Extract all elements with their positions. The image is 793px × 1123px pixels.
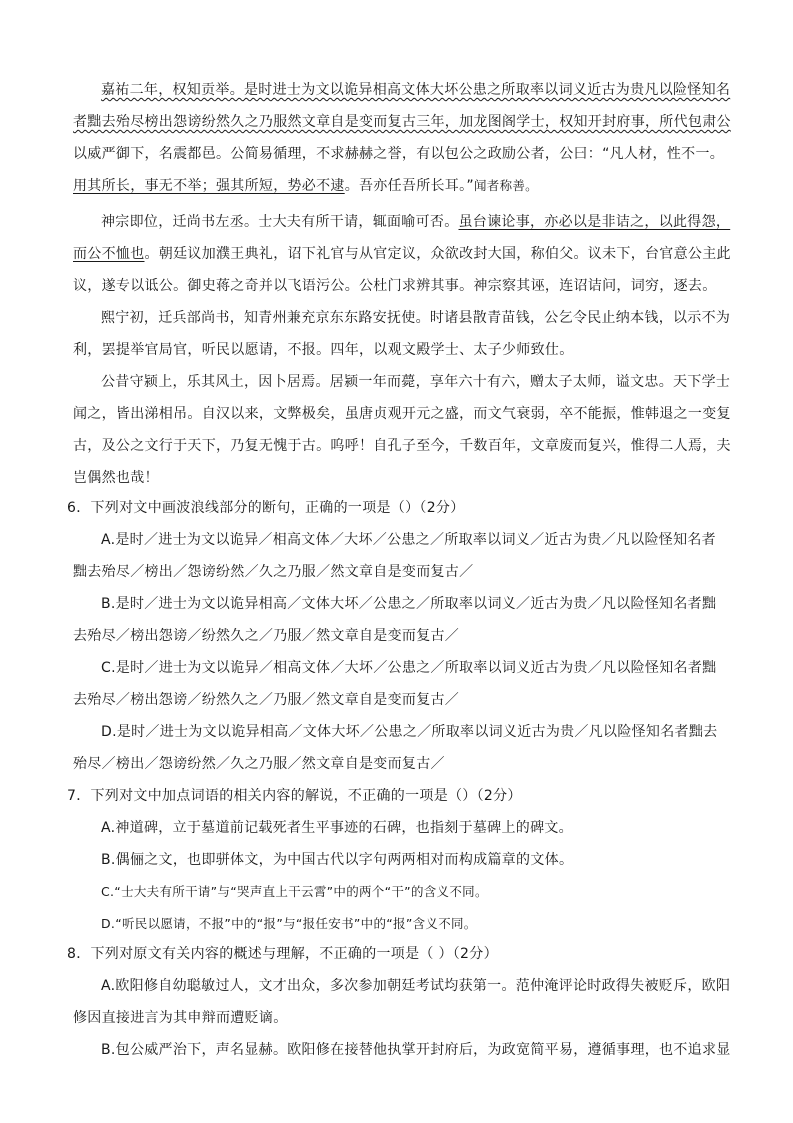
passage-line: 古，及公之文行于天下，乃复无愧于古。呜呼！自孔子至今，千数百年，文章废而复兴，惟得二人焉，夫 [73,438,731,454]
question-6-stem: 6．下列对文中画波浪线部分的断句，正确的一项是（）（2分） [67,500,465,516]
underlined-text: 虽台谏论事，亦必以是非诘之，以此得怨， [458,214,731,230]
passage-line: 熙宁初，迁兵部尚书，知青州兼充京东东路安抚使。时诸县散青苗钱，公乞令民止纳本钱，以示不为 [101,310,731,326]
question-6-option-d: D.是时／进士为文以诡异相高／文体大坏／公患之／所取率以词义近古为贵／凡以险怪知名者黜去 [101,724,718,740]
passage-line [73,112,731,132]
passage-text: 神宗即位，迁尚书左丞。士大夫有所干请，辄面喻可否。 [101,214,459,230]
passage-line: 议，遂专以诋公。御史蒋之奇并以飞语污公。公杜门求辨其事。神宗察其诬，连诏诘问，词穷，逐去。 [73,278,717,294]
question-6-option-b: B.是时／进士为文以诡异相高／文体大坏／公患之／所取率以词义／近古为贵／凡以险怪知名者黜 [101,596,717,612]
question-7-option-a: A.神道碑，立于墓道前记载死者生平事迹的石碑，也指刻于墓碑上的碑文。 [101,820,573,836]
question-7-stem: 7．下列对文中加点词语的相关内容的解说，不正确的一项是（）（2分） [67,788,522,804]
passage-text: 。朝廷议加濮王典礼，诏下礼官与从官定议，众欲改封大国，称伯父。议未下，台官意公主此 [144,246,731,262]
question-6-option-a: A.是时／进士为文以诡异／相高文体／大坏／公患之／所取率以词义／近古为贵／凡以险怪知名者 [101,532,716,548]
passage-line [101,212,730,232]
passage-line [101,80,730,100]
question-7-option-b: B.偶俪之文，也即骈体文，为中国古代以字句两两相对而构成篇章的文体。 [101,852,574,868]
underlined-text: 用其所长，事无不举；强其所短，势必不逮 [73,178,345,194]
passage-line: 闻之，皆出涕相吊。自汉以来，文弊极矣，虽唐贞观开元之盛，而文气衰弱，卒不能振，惟韩退之一变复 [73,406,731,422]
question-8-option-a-cont: 修因直接进言为其申辩而遭贬谪。 [73,1010,288,1026]
passage-line: 公昔守颍上，乐其风土，因卜居焉。居颍一年而薨，享年六十有六，赠太子太师，谥文忠。天下学士 [101,374,731,390]
passage-text: 闻者称善。 [473,178,538,193]
passage-line: 利，罢提举官局官，听民以愿请，不报。四年，以观文殿学士、太子少师致仕。 [73,342,574,358]
question-8-option-a: A.欧阳修自幼聪敏过人，文才出众，多次参加朝廷考试均获第一。范仲淹评论时政得失被贬斥，欧阳 [101,978,731,994]
question-6-option-d-cont: 殆尽／榜出／怨谤纷然／久之乃服／然文章自是变而复古／ [73,756,445,772]
passage-line: 以威严御下，名震都邑。公简易循理，不求赫赫之誉，有以包公之政励公者，公曰：“凡人材，性不一。 [73,146,725,162]
question-8-option-b: B.包公威严治下，声名显赫。欧阳修在接替他执掌开封府后，为政宽简平易，遵循事理，也不追求显 [101,1042,731,1058]
question-7-option-c: C.“士大夫有所干请”与“哭声直上干云霄”中的两个“干”的含义不同。 [101,884,488,899]
passage-line [73,176,538,196]
passage-line: 岂偶然也哉！ [73,470,159,486]
wavy-underlined-text: 嘉祐二年，权知贡举。是时进士为文以诡异相高文体大坏公患之所取率以词义近古为贵凡以险怪知名 [101,82,731,98]
underlined-text: 而公不恤也 [73,246,145,262]
question-6-option-c-cont: 去殆尽／榜出怨谤／纷然久之／乃服／然文章自是变而复古／ [73,692,460,708]
question-7-option-d: D.“听民以愿请，不报”中的“报”与“报任安书”中的“报”含义不同。 [101,916,477,931]
wavy-underlined-text: 者黜去殆尽榜出怨谤纷然久之乃服然文章自是变而复古三年，加龙图阁学士，权知开封府事，所代包肃公 [73,114,731,130]
passage-line [73,244,731,264]
question-6-option-c: C.是时／进士为文以诡异／相高文体／大坏／公患之／所取率以词义近古为贵／凡以险怪知名者黜 [101,660,717,676]
question-8-stem: 8．下列对原文有关内容的概述与理解，不正确的一项是（ ）（2分） [67,946,498,962]
question-6-option-b-cont: 去殆尽／榜出怨谤／纷然久之／乃服／然文章自是变而复古／ [73,628,460,644]
question-6-option-a-cont: 黜去殆尽／榜出／怨谤纷然／久之乃服／然文章自是变而复古／ [73,564,474,580]
passage-text: 。吾亦任吾所长耳。” [344,178,474,194]
